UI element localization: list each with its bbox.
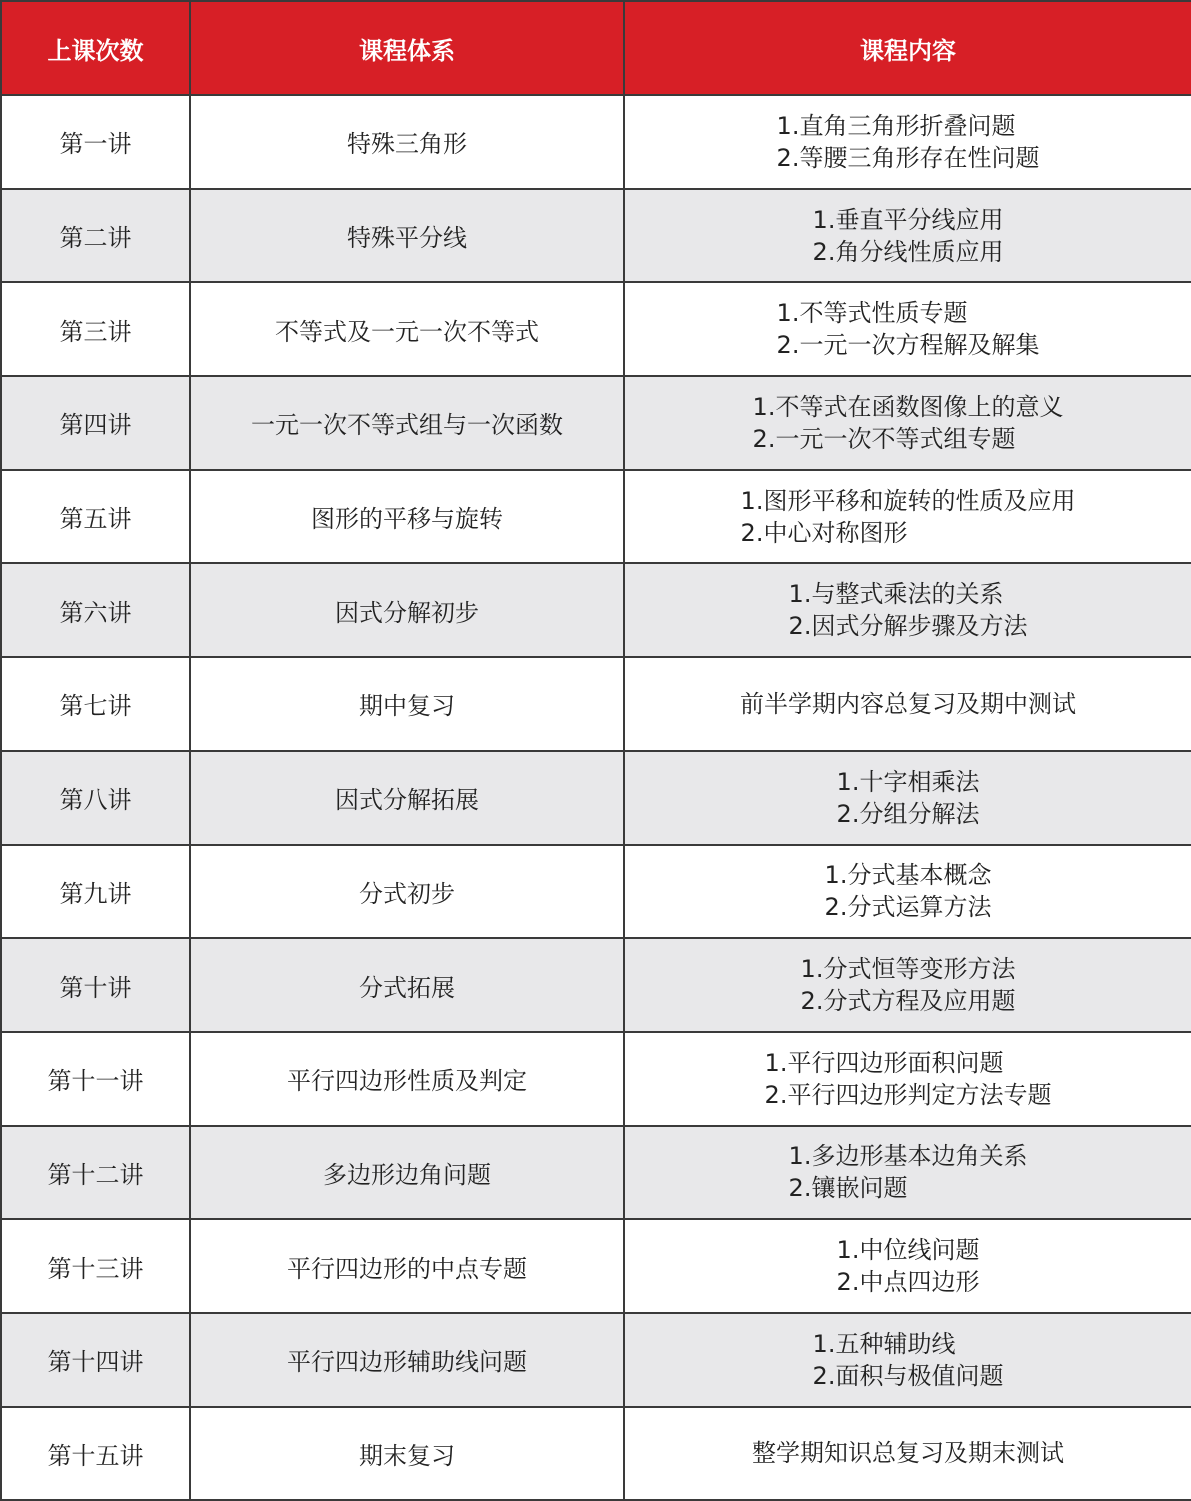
table-row [1, 751, 1191, 845]
lesson-number-cell: 第十四讲 [1, 1313, 190, 1407]
course-content-lines [813, 204, 1004, 268]
course-content-line: 1.直角三角形折叠问题 [776, 111, 1016, 140]
course-content-lines [801, 953, 1016, 1017]
course-content-cell [624, 1032, 1191, 1126]
course-content-cell [624, 189, 1191, 283]
course-content-line: 1.多边形基本边角关系 [788, 1142, 1028, 1171]
course-content-lines [752, 1437, 1064, 1469]
table-row [1, 1126, 1191, 1220]
course-content-line: 1.图形平移和旋转的性质及应用 [740, 486, 1076, 515]
table-row [1, 938, 1191, 1032]
course-system-cell: 期末复习 [190, 1407, 624, 1501]
course-system-cell: 分式拓展 [190, 938, 624, 1032]
course-content-line: 1.分式恒等变形方法 [800, 955, 1016, 984]
course-content-lines [753, 391, 1064, 455]
course-content-line: 2.镶嵌问题 [788, 1174, 908, 1203]
lesson-number-cell: 第十三讲 [1, 1219, 190, 1313]
course-content-line: 2.中点四边形 [836, 1268, 980, 1297]
table-row [1, 657, 1191, 751]
course-system-cell: 特殊平分线 [190, 189, 624, 283]
course-content-line: 2.分式运算方法 [824, 893, 992, 922]
table-row [1, 189, 1191, 283]
header-lesson-count: 上课次数 [1, 1, 190, 95]
course-system-cell: 平行四边形的中点专题 [190, 1219, 624, 1313]
lesson-number-cell: 第九讲 [1, 845, 190, 939]
course-system-cell: 一元一次不等式组与一次函数 [190, 376, 624, 470]
course-content-line: 2.面积与极值问题 [812, 1361, 1004, 1390]
table-row [1, 563, 1191, 657]
course-system-cell: 不等式及一元一次不等式 [190, 282, 624, 376]
course-content-line: 2.中心对称图形 [740, 518, 908, 547]
course-content-line: 2.分组分解法 [836, 799, 980, 828]
table-row [1, 1313, 1191, 1407]
course-content-lines [825, 859, 992, 923]
table-row [1, 282, 1191, 376]
table-header-row [1, 1, 1191, 95]
lesson-number-cell: 第八讲 [1, 751, 190, 845]
course-content-line: 1.不等式在函数图像上的意义 [752, 392, 1064, 421]
lesson-number-cell: 第六讲 [1, 563, 190, 657]
course-content-lines [777, 297, 1040, 361]
table-row [1, 470, 1191, 564]
course-content-line: 1.垂直平分线应用 [812, 205, 1004, 234]
course-content-line: 2.平行四边形判定方法专题 [764, 1080, 1052, 1109]
lesson-number-cell: 第三讲 [1, 282, 190, 376]
course-content-line: 1.十字相乘法 [836, 767, 980, 796]
course-content-cell [624, 376, 1191, 470]
course-content-cell [624, 845, 1191, 939]
lesson-number-cell: 第七讲 [1, 657, 190, 751]
lesson-number-cell: 第二讲 [1, 189, 190, 283]
course-content-lines [777, 110, 1040, 174]
course-content-lines [789, 578, 1028, 642]
header-course-content: 课程内容 [624, 1, 1191, 95]
course-system-cell: 特殊三角形 [190, 95, 624, 189]
course-content-cell [624, 1219, 1191, 1313]
course-content-lines [765, 1047, 1052, 1111]
table-row [1, 845, 1191, 939]
course-content-cell [624, 751, 1191, 845]
course-content-line: 1.平行四边形面积问题 [764, 1048, 1004, 1077]
course-content-line: 1.中位线问题 [836, 1236, 980, 1265]
course-content-lines [813, 1328, 1004, 1392]
lesson-number-cell: 第十一讲 [1, 1032, 190, 1126]
course-content-lines [741, 485, 1076, 549]
course-content-cell [624, 470, 1191, 564]
course-content-cell [624, 563, 1191, 657]
course-content-cell [624, 1126, 1191, 1220]
table-body [1, 95, 1191, 1500]
course-content-cell [624, 95, 1191, 189]
course-content-cell [624, 657, 1191, 751]
course-content-line: 2.分式方程及应用题 [800, 987, 1016, 1016]
course-content-line: 1.分式基本概念 [824, 861, 992, 890]
lesson-number-cell: 第一讲 [1, 95, 190, 189]
course-content-lines [837, 766, 980, 830]
course-system-cell: 平行四边形性质及判定 [190, 1032, 624, 1126]
lesson-number-cell: 第十五讲 [1, 1407, 190, 1501]
course-content-cell [624, 282, 1191, 376]
course-content-line: 1.五种辅助线 [812, 1329, 956, 1358]
lesson-number-cell: 第四讲 [1, 376, 190, 470]
course-system-cell: 多边形边角问题 [190, 1126, 624, 1220]
lesson-number-cell: 第五讲 [1, 470, 190, 564]
course-content-lines [789, 1140, 1028, 1204]
course-system-cell: 图形的平移与旋转 [190, 470, 624, 564]
course-content-line: 整学期知识总复习及期末测试 [752, 1439, 1064, 1468]
course-system-cell: 因式分解初步 [190, 563, 624, 657]
table-row [1, 1032, 1191, 1126]
course-system-cell: 期中复习 [190, 657, 624, 751]
course-content-cell [624, 1313, 1191, 1407]
table-row [1, 376, 1191, 470]
course-content-line: 1.与整式乘法的关系 [788, 580, 1004, 609]
course-content-line: 1.不等式性质专题 [776, 299, 968, 328]
course-content-line: 2.因式分解步骤及方法 [788, 612, 1028, 641]
course-content-lines [740, 688, 1076, 720]
lesson-number-cell: 第十二讲 [1, 1126, 190, 1220]
course-content-line: 前半学期内容总复习及期中测试 [740, 689, 1076, 718]
course-content-line: 2.角分线性质应用 [812, 237, 1004, 266]
course-content-line: 2.等腰三角形存在性问题 [776, 143, 1040, 172]
course-system-cell: 因式分解拓展 [190, 751, 624, 845]
course-content-lines [837, 1234, 980, 1298]
header-course-system: 课程体系 [190, 1, 624, 95]
course-content-cell [624, 1407, 1191, 1501]
table-row [1, 1407, 1191, 1501]
course-content-line: 2.一元一次方程解及解集 [776, 331, 1040, 360]
course-system-cell: 平行四边形辅助线问题 [190, 1313, 624, 1407]
table-row [1, 1219, 1191, 1313]
lesson-number-cell: 第十讲 [1, 938, 190, 1032]
course-content-line: 2.一元一次不等式组专题 [752, 424, 1016, 453]
course-system-cell: 分式初步 [190, 845, 624, 939]
table-row [1, 95, 1191, 189]
course-content-cell [624, 938, 1191, 1032]
